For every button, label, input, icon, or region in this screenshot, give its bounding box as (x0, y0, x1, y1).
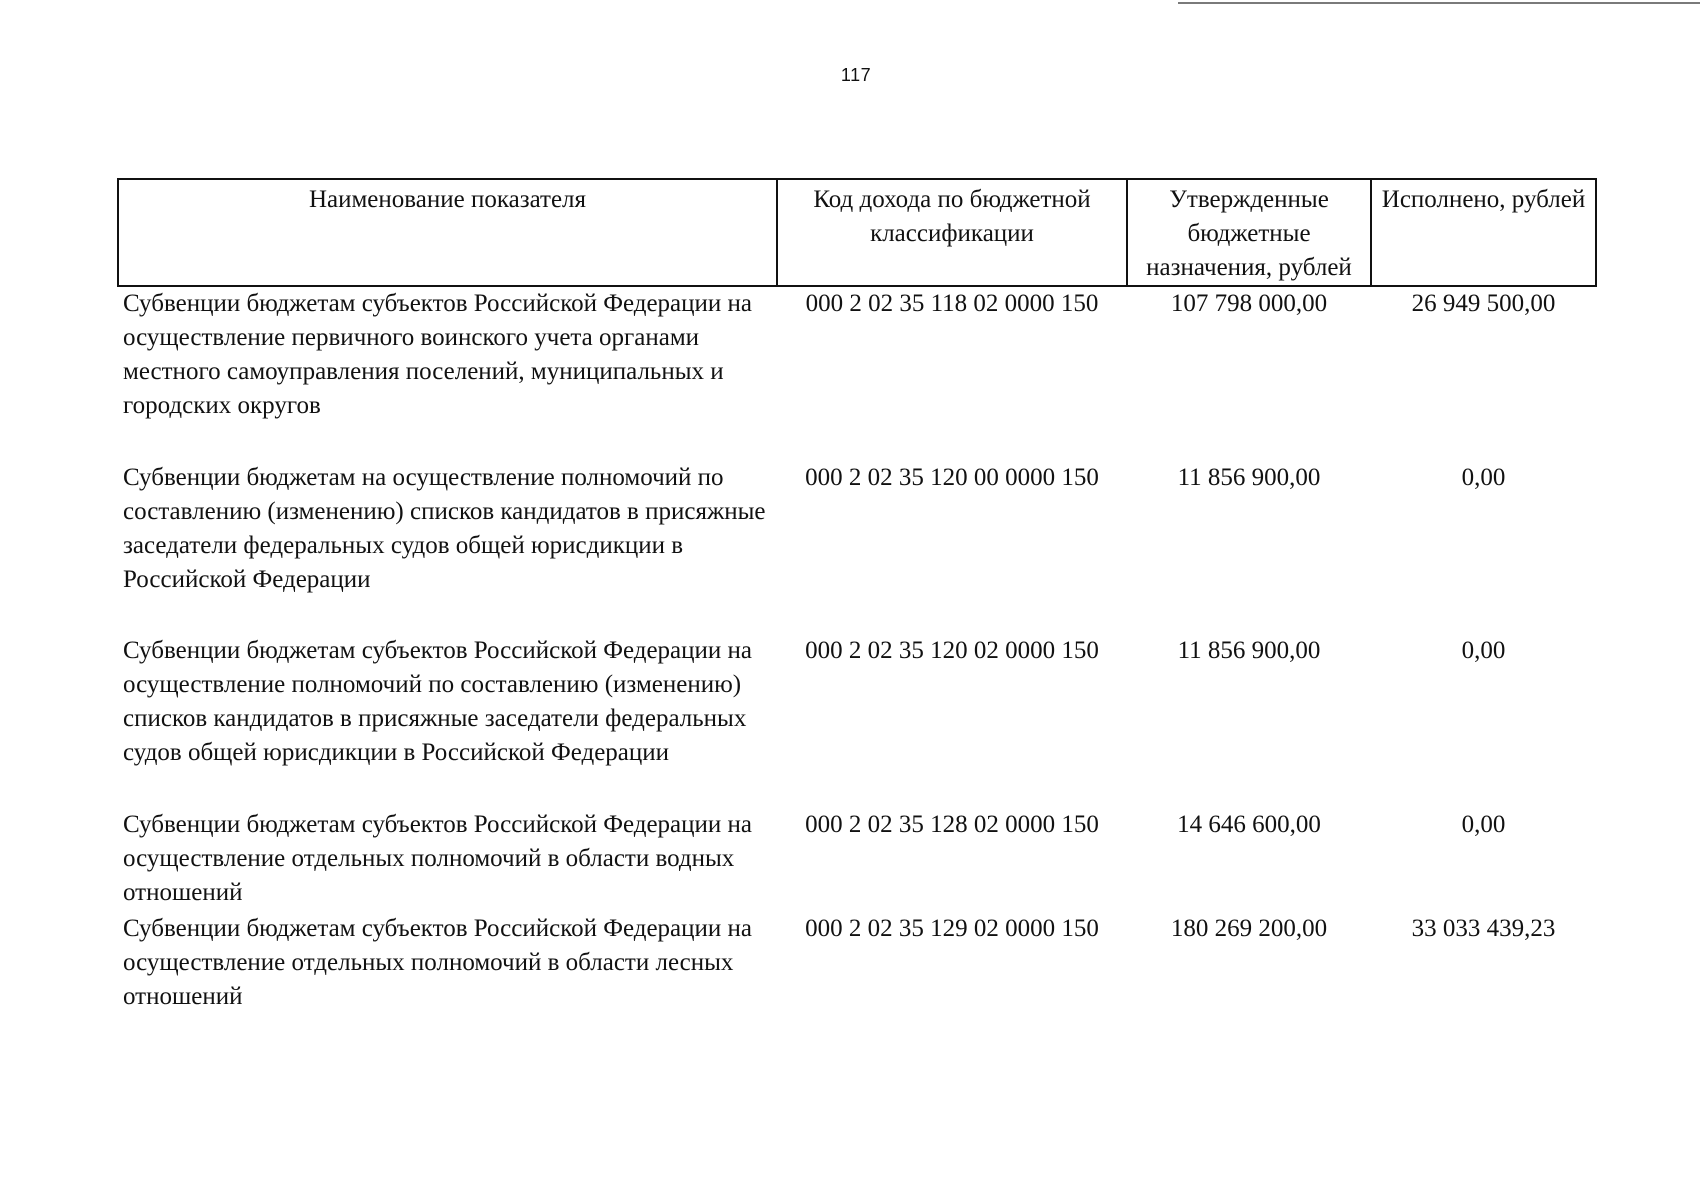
table-row (118, 808, 1596, 912)
approved-amount-cell: 180 269 200,00 (1170, 915, 1328, 942)
executed-amount-cell: 33 033 439,23 (1411, 915, 1556, 942)
income-code-cell: 000 2 02 35 120 02 0000 150 (805, 637, 1099, 664)
header-approved-amount: Утвержденные бюджетные назначения, рублей (1127, 179, 1371, 286)
approved-amount-cell: 14 646 600,00 (1177, 811, 1321, 838)
approved-amount-cell: 11 856 900,00 (1177, 637, 1321, 664)
table-row (118, 461, 1596, 634)
indicator-name-cell: Субвенции бюджетам на осуществление полномочий по составлению (изменению) списков кандидатов в присяжные заседатели федеральных судов общей юрисдикции в Российской Федерации (123, 464, 766, 593)
indicator-name-cell: Субвенции бюджетам субъектов Российской Федерации на осуществление отдельных полномочий в области водных отношений (123, 811, 753, 906)
executed-amount-cell: 0,00 (1461, 464, 1506, 491)
income-code-cell: 000 2 02 35 118 02 0000 150 (805, 290, 1099, 317)
executed-amount-cell: 26 949 500,00 (1411, 290, 1556, 317)
header-indicator-name: Наименование показателя (118, 179, 777, 286)
budget-income-table (117, 178, 1597, 1022)
table-row (118, 634, 1596, 808)
approved-amount-cell: 107 798 000,00 (1170, 290, 1328, 317)
table-row (118, 912, 1596, 1022)
table-header-row (118, 179, 1596, 286)
income-code-cell: 000 2 02 35 128 02 0000 150 (805, 811, 1099, 838)
executed-amount-cell: 0,00 (1461, 811, 1506, 838)
income-code-cell: 000 2 02 35 129 02 0000 150 (805, 915, 1099, 942)
header-executed-amount: Исполнено, рублей (1371, 179, 1596, 286)
table-row (118, 286, 1596, 461)
top-edge-rule (1178, 2, 1700, 4)
approved-amount-cell: 11 856 900,00 (1177, 464, 1321, 491)
indicator-name-cell: Субвенции бюджетам субъектов Российской Федерации на осуществление первичного воинского учета органами местного самоуправления поселений, муниципальных и городских округов (123, 290, 753, 419)
indicator-name-cell: Субвенции бюджетам субъектов Российской Федерации на осуществление полномочий по составлению (изменению) списков кандидатов в присяжные заседатели федеральных судов общей юрисдикции в Российской Федерации (123, 637, 753, 766)
indicator-name-cell: Субвенции бюджетам субъектов Российской Федерации на осуществление отдельных полномочий в области лесных отношений (123, 915, 753, 1010)
page-number: 117 (840, 65, 872, 85)
header-income-code: Код дохода по бюджетной классификации (777, 179, 1127, 286)
executed-amount-cell: 0,00 (1461, 637, 1506, 664)
income-code-cell: 000 2 02 35 120 00 0000 150 (805, 464, 1099, 491)
